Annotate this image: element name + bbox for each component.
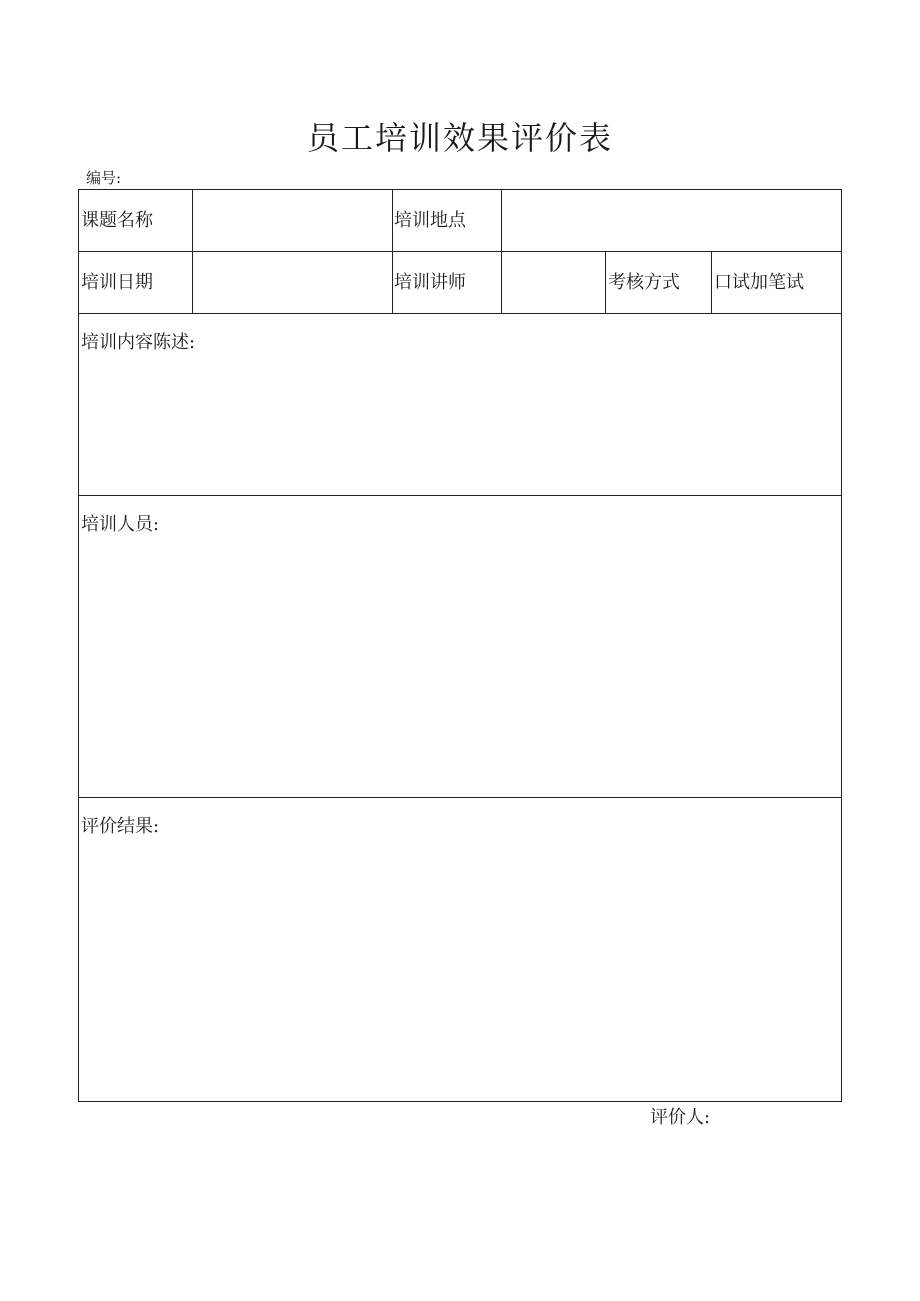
- column-divider: [392, 190, 393, 251]
- evaluation-result-label: 评价结果:: [81, 816, 160, 837]
- row-divider-3: [79, 495, 841, 496]
- evaluation-form-table: [78, 189, 842, 1102]
- serial-number-label: 编号:: [86, 169, 122, 187]
- trainer-label: 培训讲师: [394, 272, 466, 293]
- participants-label: 培训人员:: [81, 514, 160, 535]
- row-divider-2: [79, 313, 841, 314]
- column-divider: [192, 190, 193, 251]
- column-divider: [711, 251, 712, 313]
- assessment-method-label: 考核方式: [608, 272, 680, 293]
- column-divider: [501, 251, 502, 313]
- training-location-label: 培训地点: [394, 210, 466, 231]
- training-date-label: 培训日期: [81, 272, 153, 293]
- column-divider: [501, 190, 502, 251]
- row-divider-1: [79, 251, 841, 252]
- evaluator-label: 评价人:: [650, 1107, 711, 1128]
- training-content-label: 培训内容陈述:: [81, 332, 196, 353]
- column-divider: [605, 251, 606, 313]
- column-divider: [192, 251, 193, 313]
- assessment-method-value: 口试加笔试: [714, 272, 804, 293]
- column-divider: [392, 251, 393, 313]
- row-divider-4: [79, 797, 841, 798]
- topic-name-label: 课题名称: [81, 210, 153, 231]
- form-title: 员工培训效果评价表: [306, 119, 613, 157]
